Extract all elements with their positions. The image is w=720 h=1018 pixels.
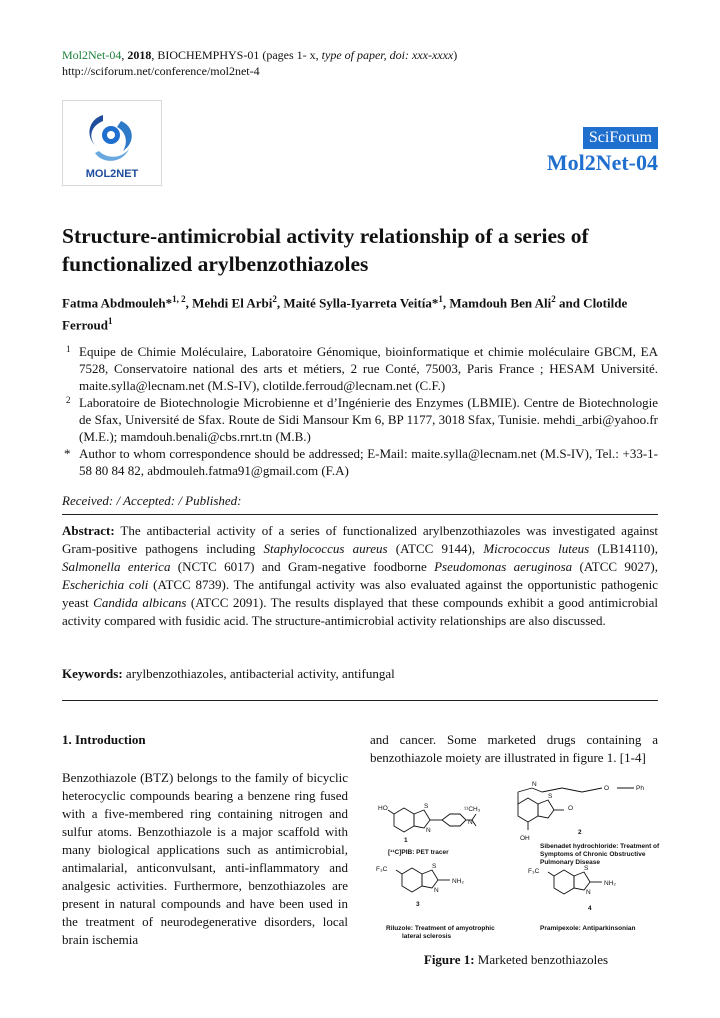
figure-1 bbox=[372, 778, 660, 946]
affiliation-text: Author to whom correspondence should be addressed; E-Mail: maite.sylla@lecnam.net (M.S-IV), Tel.: +33-1-58 80 84 82, abdmouleh.fatma91@gmail.com (F.A) bbox=[79, 446, 658, 478]
svg-text:F₃C: F₃C bbox=[528, 868, 540, 875]
species-name: Staphylococcus aureus bbox=[263, 541, 388, 556]
compound-2-label-3: Pulmonary Disease bbox=[540, 859, 600, 866]
compound-4-number: 4 bbox=[588, 905, 592, 912]
compound-2-label-1: Sibenadet hydrochloride: Treatment of bbox=[540, 843, 660, 850]
svg-text:¹¹CH₃: ¹¹CH₃ bbox=[464, 806, 481, 813]
compound-2-label-2: Symptoms of Chronic Obstructive bbox=[540, 851, 646, 858]
section-heading: 1. Introduction bbox=[62, 732, 146, 747]
intro-paragraph: Benzothiazole (BTZ) belongs to the family of bicyclic heterocyclic compounds bearing a benzene ring fused with a five-membered ring containing nitrogen and sulfur atoms. Benzothiazole is a major scaffold with many biological applications such as antimicrobial, antimalarial, anticonvulsant, anti-inflammatory and analgesic activities. Furthermore, benzothiazoles are present in natural compounds and have been used in the treatment of neurodegenerative disorders, local brain ischemia bbox=[62, 770, 348, 947]
figure-caption bbox=[372, 952, 660, 968]
conference-name: Mol2Net-04 bbox=[546, 150, 658, 175]
species-name: Escherichia coli bbox=[62, 577, 149, 592]
abstract-text: (NCTC 6017) and Gram-negative foodborne bbox=[170, 559, 435, 574]
abstract-text: The antibacterial activity of a series of functionalized arylbenzothiazoles was investigated against Gram-positive pathogens including bbox=[62, 523, 658, 556]
author-list bbox=[62, 290, 662, 335]
abstract-label: Abstract: bbox=[62, 523, 115, 538]
abstract-text: (LB14110), bbox=[589, 541, 658, 556]
species-name: Micrococcus luteus bbox=[483, 541, 590, 556]
sciforum-badge: SciForum bbox=[583, 127, 658, 149]
svg-text:S: S bbox=[432, 863, 437, 870]
affiliation-mark: * bbox=[64, 446, 71, 461]
divider-bottom bbox=[62, 700, 658, 701]
svg-text:N: N bbox=[434, 887, 439, 894]
abstract-text: (ATCC 8739). The antifungal activity was also evaluated against the opportunistic pathogenic yeast bbox=[62, 577, 658, 610]
affiliation-text: Laboratoire de Biotechnologie Microbienne et d’Ingénierie des Enzymes (LBMIE). Centre de Biotechnologie de Sfax, Université de Sfax. Route de Sidi Mansour Km 6, BP 1177, 3018 Sfax, Tunisie. mehdi_arbi@yahoo.fr (M.E.); mamdouh.benali@cbs.rnrt.tn (M.B.) bbox=[79, 395, 658, 444]
affiliations bbox=[62, 343, 658, 479]
logo-text: MOL2NET bbox=[85, 168, 139, 180]
svg-text:Ph: Ph bbox=[636, 785, 644, 792]
caption-text: Marketed benzothiazoles bbox=[474, 952, 609, 967]
affiliation-mark: 1 bbox=[66, 344, 71, 354]
keywords-label: Keywords: bbox=[62, 666, 123, 681]
species-name: Pseudomonas aeruginosa bbox=[434, 559, 573, 574]
keywords-text: arylbenzothiazoles, antibacterial activity, antifungal bbox=[122, 666, 395, 681]
svg-text:S: S bbox=[584, 865, 589, 872]
svg-text:S: S bbox=[548, 793, 553, 800]
affiliation-2 bbox=[62, 394, 658, 445]
svg-text:N: N bbox=[468, 819, 473, 826]
paper-title: Structure-antimicrobial activity relationship of a series of functionalized arylbenzothiazoles bbox=[62, 224, 589, 276]
author-sup: 2 bbox=[551, 294, 556, 304]
header-close: ) bbox=[453, 48, 458, 62]
svg-text:NH₂: NH₂ bbox=[604, 880, 616, 887]
received-dates: Received: / Accepted: / Published: bbox=[62, 493, 242, 508]
svg-text:OH: OH bbox=[520, 835, 530, 842]
paper-type: type of paper, doi: xxx-xxxx bbox=[321, 48, 454, 62]
author-name: and Clotilde Ferroud bbox=[62, 295, 628, 333]
intro-right-column: and cancer. Some marketed drugs containing a benzothiazole moiety are illustrated in figure 1. [1-4] bbox=[370, 732, 658, 765]
conference-url[interactable]: http://sciforum.net/conference/mol2net-4 bbox=[62, 64, 260, 78]
author-name: Fatma Abdmouleh* bbox=[62, 295, 173, 311]
compound-4-label: Pramipexole: Antiparkinsonian bbox=[540, 925, 636, 932]
journal-year: 2018 bbox=[127, 48, 152, 62]
affiliation-text: Equipe de Chimie Moléculaire, Laboratoire Génomique, bioinformatique et chimie moléculaire GBCM, EA 7528, Conservatoire national des arts et métiers, 2 rue Conté, 75003, Paris France ; HESAM Université. maite.sylla@lecnam.net (M.S-IV), clotilde.ferroud@lecnam.net (C.F.) bbox=[79, 344, 658, 393]
author-name: , Mamdouh Ben Ali bbox=[442, 295, 552, 311]
author-sup: 2 bbox=[272, 294, 277, 304]
caption-label: Figure 1: bbox=[423, 952, 475, 967]
svg-text:NH₂: NH₂ bbox=[452, 878, 464, 885]
species-name: Salmonella enterica bbox=[62, 559, 171, 574]
compound-1-number: 1 bbox=[404, 837, 408, 844]
correspondence-note bbox=[62, 445, 658, 479]
abstract-text: (ATCC 9144), bbox=[387, 541, 484, 556]
compound-3-label-2: lateral sclerosis bbox=[402, 933, 452, 940]
journal-header: Mol2Net-04, 2018, BIOCHEMPHYS-01 (pages 1- x, type of paper, doi: xxx-xxxx) http://sciforum.net/conference/mol2net-4 bbox=[62, 48, 458, 78]
svg-text:F₃C: F₃C bbox=[376, 866, 388, 873]
author-sup: 1 bbox=[438, 294, 443, 304]
affiliation-1 bbox=[62, 343, 658, 394]
intro-left-column bbox=[62, 731, 348, 949]
author-name: , Maité Sylla-Iyarreta Veitía* bbox=[276, 295, 439, 311]
abstract-text: (ATCC 9027), bbox=[572, 559, 659, 574]
mol2net-logo bbox=[62, 100, 162, 186]
chemical-structures bbox=[372, 778, 660, 946]
svg-text:N: N bbox=[532, 781, 537, 788]
keywords bbox=[62, 665, 658, 683]
affiliation-mark: 2 bbox=[66, 395, 71, 405]
svg-text:N: N bbox=[426, 827, 431, 834]
compound-3-number: 3 bbox=[416, 901, 420, 908]
abstract-text: (ATCC 2091). The results displayed that these compounds exhibit a good antimicrobial activity compared with fusidic acid. The structure-antimicrobial activity relationships are also discussed. bbox=[62, 595, 658, 628]
species-name: Candida albicans bbox=[93, 595, 187, 610]
svg-text:HO: HO bbox=[378, 805, 388, 812]
svg-text:S: S bbox=[424, 803, 429, 810]
svg-text:N: N bbox=[586, 889, 591, 896]
compound-2-number: 2 bbox=[578, 829, 582, 836]
svg-text:O: O bbox=[604, 785, 610, 792]
divider-top bbox=[62, 514, 658, 515]
compound-3-label-1: Riluzole: Treatment of amyotrophic bbox=[386, 925, 495, 932]
author-sup: 1, 2 bbox=[172, 294, 186, 304]
abstract bbox=[62, 522, 658, 630]
journal-name: Mol2Net-04 bbox=[62, 48, 122, 62]
journal-series: , BIOCHEMPHYS-01 (pages 1- x, bbox=[151, 48, 322, 62]
author-sup: 1 bbox=[107, 316, 113, 327]
svg-text:O: O bbox=[568, 805, 574, 812]
author-name: , Mehdi El Arbi bbox=[185, 295, 273, 311]
compound-1-label: [¹¹C]PIB: PET tracer bbox=[388, 849, 449, 856]
